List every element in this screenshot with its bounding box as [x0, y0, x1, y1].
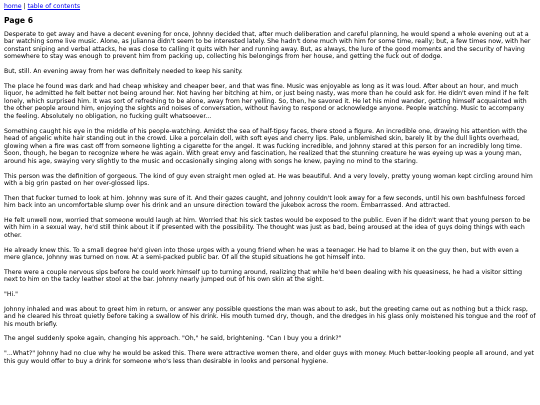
- paragraph: The angel suddenly spoke again, changing his approach. "Oh," he said, brightening. "Can I buy you a drink?": [4, 335, 342, 343]
- link-separator: |: [23, 3, 28, 10]
- page-title: Page 6: [4, 15, 33, 25]
- paragraph: The place he found was dark and had cheap whiskey and cheaper beer, and that was fine. Music was enjoyable as long as it was loud. After about an hour, and much liquor, he admitted he felt better not being around her. Not having her bitching at him, or just being nasty, was more than he could ask for. He didn't even mind if he felt lonely, which surprised him. It was sort of refreshing to be alone, away from her yelling. So, then, he savored it. He let his mind wander, getting himself acquainted with the other people around him, enjoying the sights and noises of conversation, without having to respond or acknowledge anyone. People watching. Music to accompany the feeling. Absolutely no obligation, no fucking guilt whatsoever...: [4, 82, 529, 120]
- paragraph: "...What?" Johnny had no clue why he would be asked this. There were attractive women there, and older guys with money. Much better-looking people all around, and yet this guy would offer to buy a drink for someone who's less than desirable in looks and personal hygiene.: [4, 350, 534, 365]
- paragraph: "Hi.": [4, 291, 19, 299]
- table-of-contents-link[interactable]: table of contents: [27, 3, 81, 10]
- paragraph: He felt unwell now, worried that someone would laugh at him. Worried that his sick tastes would be exposed to the public. Even if he didn't want that young person to be with him in a sexual way, he'd still think about it if presented with the possibility. The thought was just as bad, being aroused at the idea of guys doing things with each other.: [4, 216, 531, 240]
- paragraph: Something caught his eye in the middle of his people-watching. Amidst the sea of half-tipsy faces, there stood a figure. An incredible one, drawing his attention with the head of angelic white hair standing out in the crowd. Like a porcelain doll, with soft eyes and cherry lips. Pale, unblemished skin, barely lit by the dull lights overhead, glowing when a fire was cast off from someone lighting a cigarette for the angel. It was fucking incredible, and Johnny stared at this person for an incredibly long time. Soon, though, he began to recognize where he was again. With great envy and fascination, he realized that the stunning creature he was eyeing up was a young man, around his age, swaying very slightly to the music and occasionally singing along with songs he knew, paying no mind to the staring.: [4, 127, 528, 165]
- paragraph: But, still. An evening away from her was definitely needed to keep his sanity.: [4, 67, 243, 75]
- paragraph: He already knew this. To a small degree he'd given into those urges with a young friend when he was a teenager. He had to blame it on the guy then, but with even a mere glance, Johnny was turned on now. At a semi-packed public bar. Of all the stupid situations he got himself into.: [4, 246, 519, 262]
- home-link[interactable]: home: [4, 3, 22, 10]
- paragraph: Johnny inhaled and was about to greet him in return, or answer any possible questions the man was about to ask, but the greeting came out as nothing but a thick rasp, and he cleared his throat quietly before taking a swallow of his drink. His mouth turned dry, though, and the dredges in his glass only moistened his tongue and the roof of his mouth briefly.: [4, 305, 536, 328]
- navigation-links: [4, 3, 536, 11]
- paragraph: This person was the definition of gorgeous. The kind of guy even straight men ogled at. He was beautiful. And a very lovely, pretty young woman kept circling around him with a big grin pasted on her over-glossed lips.: [4, 172, 533, 188]
- paragraph: Desperate to get away and have a decent evening for once, Johnny decided that, after much deliberation and careful planning, he would spend a whole evening out at a bar watching some live music. Alone, as Julianna didn't seem to be interested lately. She hadn't done much with him for some time, really; but, a few times now, with her constant sniping and verbal attacks, he was close to calling it quits with her and running away. But, as always, the lure of the good moments and the security of having somewhere to stay was enough to prevent him from packing up, collecting his belongings from her house, and getting the fuck out of dodge.: [4, 30, 531, 61]
- paragraph: Then that fucker turned to look at him. Johnny was sure of it. And their gazes caught, and Johnny couldn't look away for a few seconds, until his own bashfulness forced him back into an uncomfortable slump over his drink and an unsure direction toward the jukebox across the room. Embarrassed. And attracted.: [4, 194, 525, 210]
- story-body: [4, 31, 536, 366]
- paragraph: There were a couple nervous sips before he could work himself up to turning around, realizing that while he'd been dealing with his queasiness, he had a visitor sitting next to him on the tacky leather stool at the bar. Johnny nearly jumped out of his own skin at the sight.: [4, 268, 523, 284]
